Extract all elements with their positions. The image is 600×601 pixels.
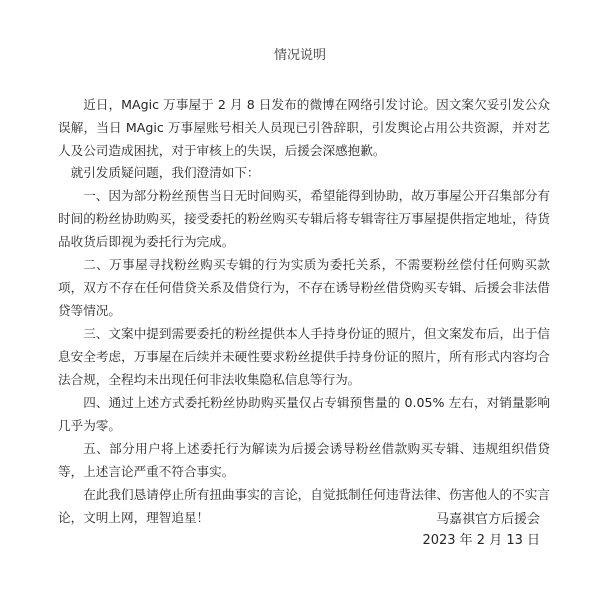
signature-date: 2023 年 2 月 13 日 bbox=[422, 533, 540, 548]
closing-paragraph: 在此我们恳请停止所有扭曲事实的言论，自觉抵制任何违背法律、伤害他人的不实言论，文明上网，理智追星！ bbox=[58, 487, 550, 525]
clarification-section bbox=[58, 161, 550, 529]
intro-section bbox=[58, 93, 550, 162]
point-1: 一、因为部分粉丝预售当日无时间购买，希望能得到协助，故万事屋公开召集部分有时间的粉丝协助购买，接受委托的粉丝购买专辑后将专辑寄往万事屋提供指定地址，待货品收货后即视为委托行为完成。 bbox=[58, 188, 550, 249]
point-3: 三、文案中提到需要委托的粉丝提供本人手持身份证的照片，但文案发布后，出于信息安全考虑，万事屋在后续并未硬性要求粉丝提供手持身份证的照片，所有形式内容均合法合规，全程均未出现任何非法收集隐私信息等行为。 bbox=[58, 326, 550, 387]
intro-paragraph: 近日，MAgic 万事屋于 2 月 8 日发布的微博在网络引发讨论。因文案欠妥引发公众误解，当日 MAgic 万事屋账号相关人员现已引咎辞职，引发舆论占用公共资源，并对艺人及公司造成困扰，对于审核上的失误，后援会深感抱歉。 bbox=[58, 97, 550, 158]
point-2: 二、万事屋寻找粉丝购买专辑的行为实质为委托关系，不需要粉丝偿付任何购买款项，双方不存在任何借贷关系及借贷行为，不存在诱导粉丝借贷购买专辑、后援会非法借贷等情况。 bbox=[58, 257, 550, 318]
point-4: 四、通过上述方式委托粉丝协助购买量仅占专辑预售量的 0.05% 左右，对销量影响几乎为零。 bbox=[58, 395, 550, 433]
signature-block bbox=[422, 509, 540, 551]
point-5: 五、部分用户将上述委托行为解读为后援会诱导粉丝借款购买专辑、违规组织借贷等，上述言论严重不符合事实。 bbox=[58, 441, 550, 479]
signature-org: 马嘉祺官方后援会 bbox=[435, 512, 540, 527]
lead-paragraph: 就引发质疑问题，我们澄清如下： bbox=[70, 165, 260, 180]
document-title: 情况说明 bbox=[273, 48, 326, 63]
